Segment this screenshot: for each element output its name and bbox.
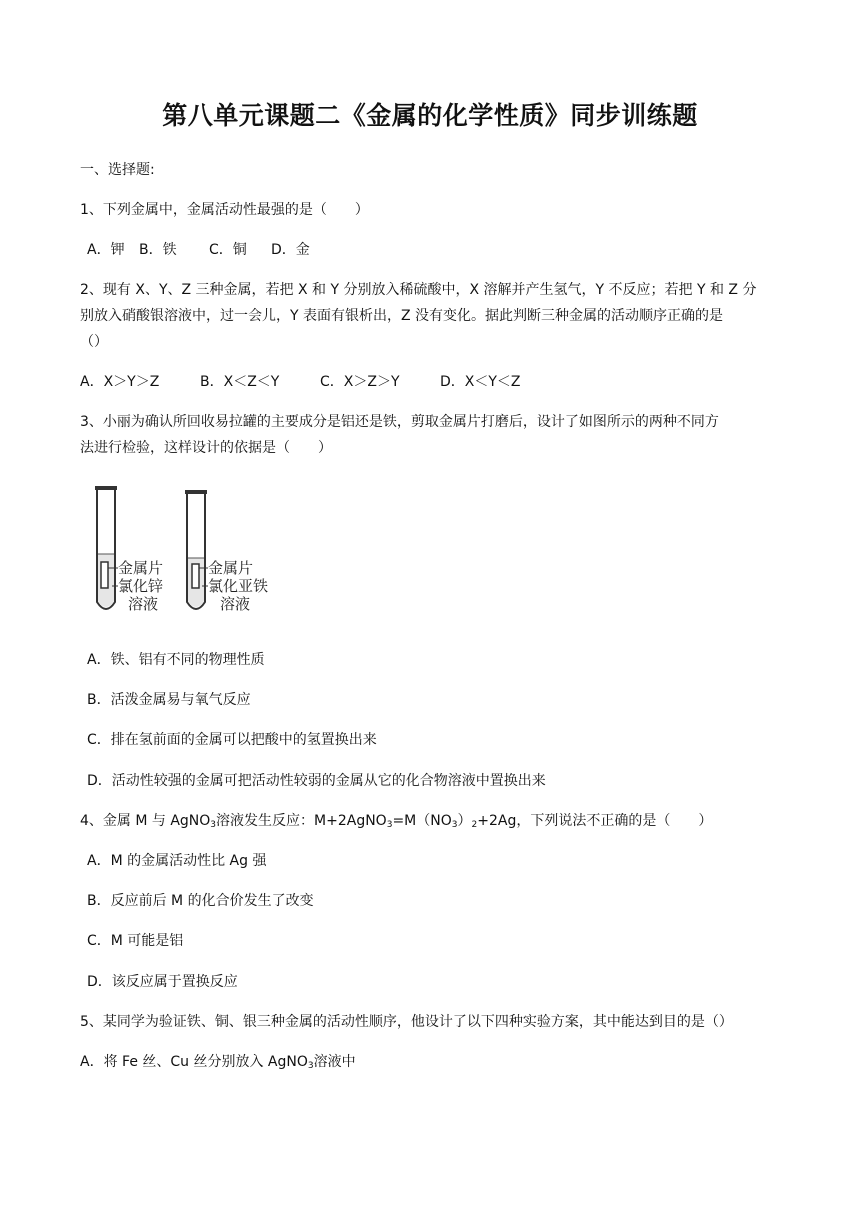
tube-1-label-zinc-chloride: 氯化锌 <box>118 577 164 595</box>
question-3-stem-line-1: 3、小丽为确认所回收易拉罐的主要成分是铝还是铁，剪取金属片打磨后，设计了如图所示的两种不同方 <box>80 414 719 430</box>
tube-1-label-metal: 金属片 <box>118 559 164 577</box>
question-2-stem-line-3: （） <box>80 334 108 350</box>
subscript: 3 <box>307 1061 314 1071</box>
question-4-stem <box>80 811 785 831</box>
question-2-stem-line-2: 别放入硝酸银溶液中，过一会儿，Y 表面有银析出，Z 没有变化。据此判断三种金属的活动顺序正确的是 <box>80 308 724 324</box>
test-tube-2-icon <box>185 490 208 609</box>
subscript: 2 <box>471 820 478 830</box>
question-3-option-d: D．活动性较强的金属可把活动性较弱的金属从它的化合物溶液中置换出来 <box>87 773 546 789</box>
question-1-option-d: D．金 <box>271 242 310 258</box>
page-title: 第八单元课题二《金属的化学性质》同步训练题 <box>162 101 698 130</box>
question-4-stem-part: 4、金属 M 与 AgNO <box>80 813 211 829</box>
question-1-options <box>87 240 792 260</box>
question-5-option-a-part: A．将 Fe 丝、Cu 丝分别放入 AgNO <box>80 1054 308 1070</box>
tube-2-label-solution: 溶液 <box>220 595 251 613</box>
subscript: 3 <box>451 820 458 830</box>
question-5-stem: 5、某同学为验证铁、铜、银三种金属的活动性顺序，他设计了以下四种实验方案，其中能达到目的是（） <box>80 1014 733 1030</box>
question-4-option-c: C．M 可能是铝 <box>87 933 184 949</box>
tube-2-label-metal: 金属片 <box>208 559 254 577</box>
question-1-stem: 1、下列金属中，金属活动性最强的是（ ） <box>80 202 369 218</box>
question-2-options <box>80 372 785 392</box>
question-1-option-a: A．钾 <box>87 242 125 258</box>
tube-1-label-solution: 溶液 <box>128 595 159 613</box>
section-heading: 一、选择题: <box>80 162 155 178</box>
question-4-stem-part: =M（NO <box>392 813 452 829</box>
tube-2-label-ferrous-chloride: 氯化亚铁 <box>208 577 269 595</box>
subscript: 3 <box>386 820 393 830</box>
question-3-stem-line-2: 法进行检验，这样设计的依据是（ ） <box>80 440 332 456</box>
question-3-option-c: C．排在氢前面的金属可以把酸中的氢置换出来 <box>87 732 377 748</box>
question-5-option-a-part: 溶液中 <box>313 1054 356 1070</box>
question-2-option-d: D．X＜Y＜Z <box>440 374 521 390</box>
test-tube-1-icon <box>95 486 118 609</box>
question-1-option-b: B．铁 <box>139 242 177 258</box>
question-2-option-c: C．X＞Z＞Y <box>320 374 400 390</box>
question-2-stem-line-1: 2、现有 X、Y、Z 三种金属，若把 X 和 Y 分别放入稀硫酸中，X 溶解并产生氢气，Y 不反应；若把 Y 和 Z 分 <box>80 282 757 298</box>
question-2-option-a: A．X＞Y＞Z <box>80 374 160 390</box>
test-tubes-figure <box>86 484 276 624</box>
question-4-stem-part: 溶液发生反应：M+2AgNO <box>216 813 387 829</box>
question-4-option-d: D．该反应属于置换反应 <box>87 974 238 990</box>
question-4-option-b: B．反应前后 M 的化合价发生了改变 <box>87 893 314 909</box>
question-4-stem-part: ） <box>457 813 472 829</box>
subscript: 3 <box>210 820 217 830</box>
question-4-stem-part: +2Ag，下列说法不正确的是（ ） <box>477 813 713 829</box>
question-5-option-a <box>80 1052 785 1072</box>
question-4-option-a: A．M 的金属活动性比 Ag 强 <box>87 853 267 869</box>
question-3-option-b: B．活泼金属易与氧气反应 <box>87 692 251 708</box>
question-2-option-b: B．X＜Z＜Y <box>200 374 280 390</box>
question-3-option-a: A．铁、铝有不同的物理性质 <box>87 652 265 668</box>
question-1-option-c: C．铜 <box>209 242 247 258</box>
